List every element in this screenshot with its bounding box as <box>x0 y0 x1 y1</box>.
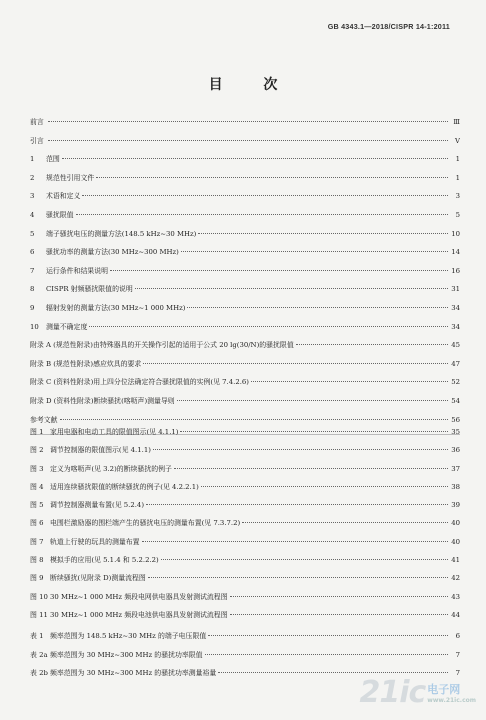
toc-entry-number: 2 <box>30 173 35 182</box>
toc-entry-number: 5 <box>30 229 35 238</box>
dot-leader <box>230 614 448 615</box>
toc-entry[interactable] <box>30 556 460 564</box>
toc-entry[interactable] <box>30 593 460 601</box>
toc-entry-page: 44 <box>451 610 460 619</box>
toc-entry-page: 34 <box>451 303 460 312</box>
dot-leader <box>48 140 448 141</box>
dot-leader <box>82 195 448 196</box>
toc-entry[interactable] <box>30 501 460 509</box>
toc-entry-title: 骚扰功率的测量方法(30 MHz~300 MHz) <box>46 248 179 257</box>
toc-entry-page: Ⅴ <box>455 136 460 145</box>
toc-entry[interactable] <box>30 155 460 163</box>
toc-entry-page: 7 <box>455 650 460 659</box>
dot-leader <box>201 486 448 487</box>
toc-entry-page: 47 <box>451 359 460 368</box>
toc-entry[interactable] <box>30 428 460 436</box>
toc-entry-number: 附录 D (资料性附录) <box>30 396 94 405</box>
toc-entry[interactable] <box>30 174 460 182</box>
toc-entry[interactable] <box>30 211 460 219</box>
toc-entry-number: 6 <box>30 248 35 257</box>
toc-entry[interactable] <box>30 611 460 619</box>
toc-entry-page: 43 <box>451 592 460 601</box>
toc-entry-page: 36 <box>451 446 460 455</box>
toc-entry[interactable] <box>30 378 460 386</box>
toc-entry-number: 附录 B (规范性附录) <box>30 359 94 368</box>
toc-entry-page: 41 <box>451 556 460 565</box>
toc-entry[interactable] <box>30 341 460 349</box>
toc-entry[interactable] <box>30 267 460 275</box>
toc-entry-title: 调节控制器的限值图示(见 4.1.1) <box>50 446 151 455</box>
toc-entry-title: 端子骚扰电压的测量方法(148.5 kHz~30 MHz) <box>46 229 197 238</box>
toc-entry-title: 断续骚扰(喀呖声)测量导则 <box>93 396 175 405</box>
dot-leader <box>110 270 448 271</box>
toc-entry[interactable] <box>30 192 460 200</box>
toc-entry[interactable] <box>30 137 460 145</box>
toc-entry-page: 3 <box>455 192 460 201</box>
dot-leader <box>177 400 448 401</box>
toc-entry-title: 测量不确定度 <box>46 322 88 331</box>
dot-leader <box>135 288 448 289</box>
toc-entry-title: 频率范围为 148.5 kHz~30 MHz 的端子电压限值 <box>50 632 207 640</box>
toc-entry-title: 断续骚扰(见附录 D)测量流程图 <box>50 574 146 583</box>
toc-entry-page: 31 <box>451 285 460 294</box>
toc-entry-page: 38 <box>451 482 460 491</box>
toc-entry-number: 4 <box>30 210 35 219</box>
toc-entry-number: 3 <box>30 192 35 201</box>
toc-entry[interactable] <box>30 304 460 312</box>
dot-leader <box>180 431 448 432</box>
toc-entry-title: 电围栏激励器的围栏端产生的骚扰电压的测量布置(见 7.3.7.2) <box>50 519 241 528</box>
dot-leader <box>143 363 448 364</box>
dot-leader <box>153 449 448 450</box>
watermark-logo <box>359 675 476 710</box>
toc-entry-title: 定义为喀呖声(见 3.2)的断续骚扰的例子 <box>50 464 172 473</box>
toc-title: 目 次 <box>208 77 296 93</box>
toc-entry-page: 54 <box>451 396 460 405</box>
toc-entry-title: 感应炊具的要求 <box>93 359 142 368</box>
toc-entry[interactable] <box>30 285 460 293</box>
toc-entry-page: 5 <box>455 210 460 219</box>
dot-leader <box>205 654 448 655</box>
toc-entry-number: 附录 A (规范性附录) <box>30 341 93 350</box>
dot-leader <box>198 233 448 234</box>
toc-entry[interactable] <box>30 483 460 491</box>
toc-entry-title: 用上四分位法确定符合骚扰限值的实例(见 7.4.2.6) <box>93 378 249 387</box>
toc-entry[interactable] <box>30 651 460 659</box>
toc-entry-number: 图 7 <box>30 537 44 546</box>
toc-entry-page: 1 <box>455 155 460 164</box>
toc-entry-page: 52 <box>451 378 460 387</box>
toc-entry[interactable] <box>30 538 460 546</box>
toc-entry-number: 图 6 <box>30 519 44 528</box>
toc-entry-number: 图 10 <box>30 592 48 601</box>
watermark-brand: 21ic <box>359 675 426 710</box>
toc-entry-number: 图 3 <box>30 464 44 473</box>
toc-entry-page: 45 <box>451 341 460 350</box>
toc-entry-page: 40 <box>451 537 460 546</box>
toc-entry[interactable] <box>30 632 460 640</box>
toc-entry-title: 辐射发射的测量方法(30 MHz~1 000 MHz) <box>46 303 186 312</box>
dot-leader <box>187 307 448 308</box>
toc-entry-number: 图 5 <box>30 501 44 510</box>
toc-entry[interactable] <box>30 360 460 368</box>
dot-leader <box>181 251 448 252</box>
toc-entry-title: 调节控制器测量布置(见 5.2.4) <box>50 501 145 510</box>
toc-entry[interactable] <box>30 230 460 238</box>
toc-entry-title: 术语和定义 <box>46 192 81 201</box>
toc-entry-page: 1 <box>455 173 460 182</box>
toc-entry-number: 图 9 <box>30 574 44 583</box>
toc-entry-number: 引言 <box>30 136 44 145</box>
toc-entry[interactable] <box>30 416 460 424</box>
standard-number: GB 4343.1—2018/CISPR 14-1:2011 <box>327 22 450 31</box>
toc-entry-title: 家用电器和电动工具的限值图示(见 4.1.1) <box>50 428 179 436</box>
dot-leader <box>142 541 448 542</box>
toc-entry-title: 频率范围为 30 MHz~300 MHz 的骚扰功率测量裕量 <box>50 669 217 677</box>
toc-entry-page: 37 <box>451 464 460 473</box>
toc-entry-page: 34 <box>451 322 460 331</box>
toc-entry-title: 范围 <box>46 155 60 164</box>
dot-leader <box>208 635 448 636</box>
dot-leader <box>296 344 448 345</box>
dot-leader <box>174 468 448 469</box>
toc-entry-number: 表 2b <box>30 669 48 677</box>
toc-entry-page: 6 <box>455 632 460 640</box>
dot-leader <box>230 596 448 597</box>
toc-entry-number: 1 <box>30 155 35 164</box>
toc-entry-number: 8 <box>30 285 35 294</box>
toc-entry-page: Ⅲ <box>453 118 460 126</box>
toc-entry-page: 14 <box>451 248 460 257</box>
toc-entry-page: 40 <box>451 519 460 528</box>
toc-entry[interactable] <box>30 574 460 582</box>
toc-entry-title: 规范性引用文件 <box>46 173 95 182</box>
dot-leader <box>48 121 448 122</box>
watermark-cn: 电子网 <box>427 683 461 696</box>
dot-leader <box>148 577 448 578</box>
toc-main-list <box>30 118 460 434</box>
toc-entry-number: 图 8 <box>30 556 44 565</box>
watermark-url: www.21ic.com <box>427 697 476 704</box>
toc-entry-title: 运行条件和结果说明 <box>46 266 109 275</box>
toc-entry-number: 表 1 <box>30 632 44 640</box>
toc-entry-number: 9 <box>30 303 35 312</box>
toc-entry-page: 56 <box>451 415 460 424</box>
toc-entry[interactable] <box>30 465 460 473</box>
toc-entry-number: 图 2 <box>30 446 44 455</box>
toc-entry[interactable] <box>30 397 460 405</box>
toc-entry[interactable] <box>30 446 460 454</box>
toc-entry-title: 由特殊器具的开关操作引起的适用于公式 20 lg(30/N)的骚扰限值 <box>92 341 294 350</box>
toc-entry-number: 附录 C (资料性附录) <box>30 378 94 387</box>
dot-leader <box>242 522 448 523</box>
toc-entry-title: CISPR 射频骚扰限值的说明 <box>46 285 133 294</box>
toc-entry-number: 图 4 <box>30 482 44 491</box>
dot-leader <box>218 672 448 673</box>
toc-entry-page: 39 <box>451 501 460 510</box>
dot-leader <box>161 559 448 560</box>
toc-entry-page: 10 <box>451 229 460 238</box>
toc-entry-page: 35 <box>451 428 460 436</box>
dot-leader <box>251 381 448 382</box>
toc-entry-title: 骚扰限值 <box>46 210 74 219</box>
toc-entry-page: 42 <box>451 574 460 583</box>
toc-entry-number: 7 <box>30 266 35 275</box>
toc-entry-title: 适用连续骚扰限值的断续骚扰的例子(见 4.2.2.1) <box>50 482 199 491</box>
toc-entry-title: 轨道上行驶的玩具的测量布置 <box>50 537 140 546</box>
toc-entry-number: 前言 <box>30 118 44 126</box>
dot-leader <box>62 158 448 159</box>
dot-leader <box>60 419 448 420</box>
dot-leader <box>89 326 448 327</box>
toc-entry-number: 图 1 <box>30 428 44 436</box>
toc-entry[interactable] <box>30 248 460 256</box>
dot-leader <box>76 214 448 215</box>
toc-entry-number: 10 <box>30 322 39 331</box>
toc-entry-title: 30 MHz~1 000 MHz 频段电池供电器具发射测试流程图 <box>50 610 228 619</box>
toc-figures-list <box>30 428 460 629</box>
toc-entry[interactable] <box>30 118 460 126</box>
toc-entry-number: 图 11 <box>30 610 48 619</box>
toc-entry-page: 7 <box>455 669 460 677</box>
dot-leader <box>146 504 448 505</box>
toc-entry-title: 频率范围为 30 MHz~300 MHz 的骚扰功率限值 <box>50 650 203 659</box>
toc-entry-number: 表 2a <box>30 650 48 659</box>
toc-entry-page: 16 <box>451 266 460 275</box>
toc-entry[interactable] <box>30 519 460 527</box>
toc-entry-title: 模拟手的应用(见 5.1.4 和 5.2.2.2) <box>50 556 159 565</box>
toc-entry[interactable] <box>30 323 460 331</box>
toc-entry-number: 参考文献 <box>30 415 58 424</box>
toc-entry-title: 30 MHz~1 000 MHz 频段电网供电器具发射测试流程图 <box>50 592 228 601</box>
dot-leader <box>96 177 448 178</box>
